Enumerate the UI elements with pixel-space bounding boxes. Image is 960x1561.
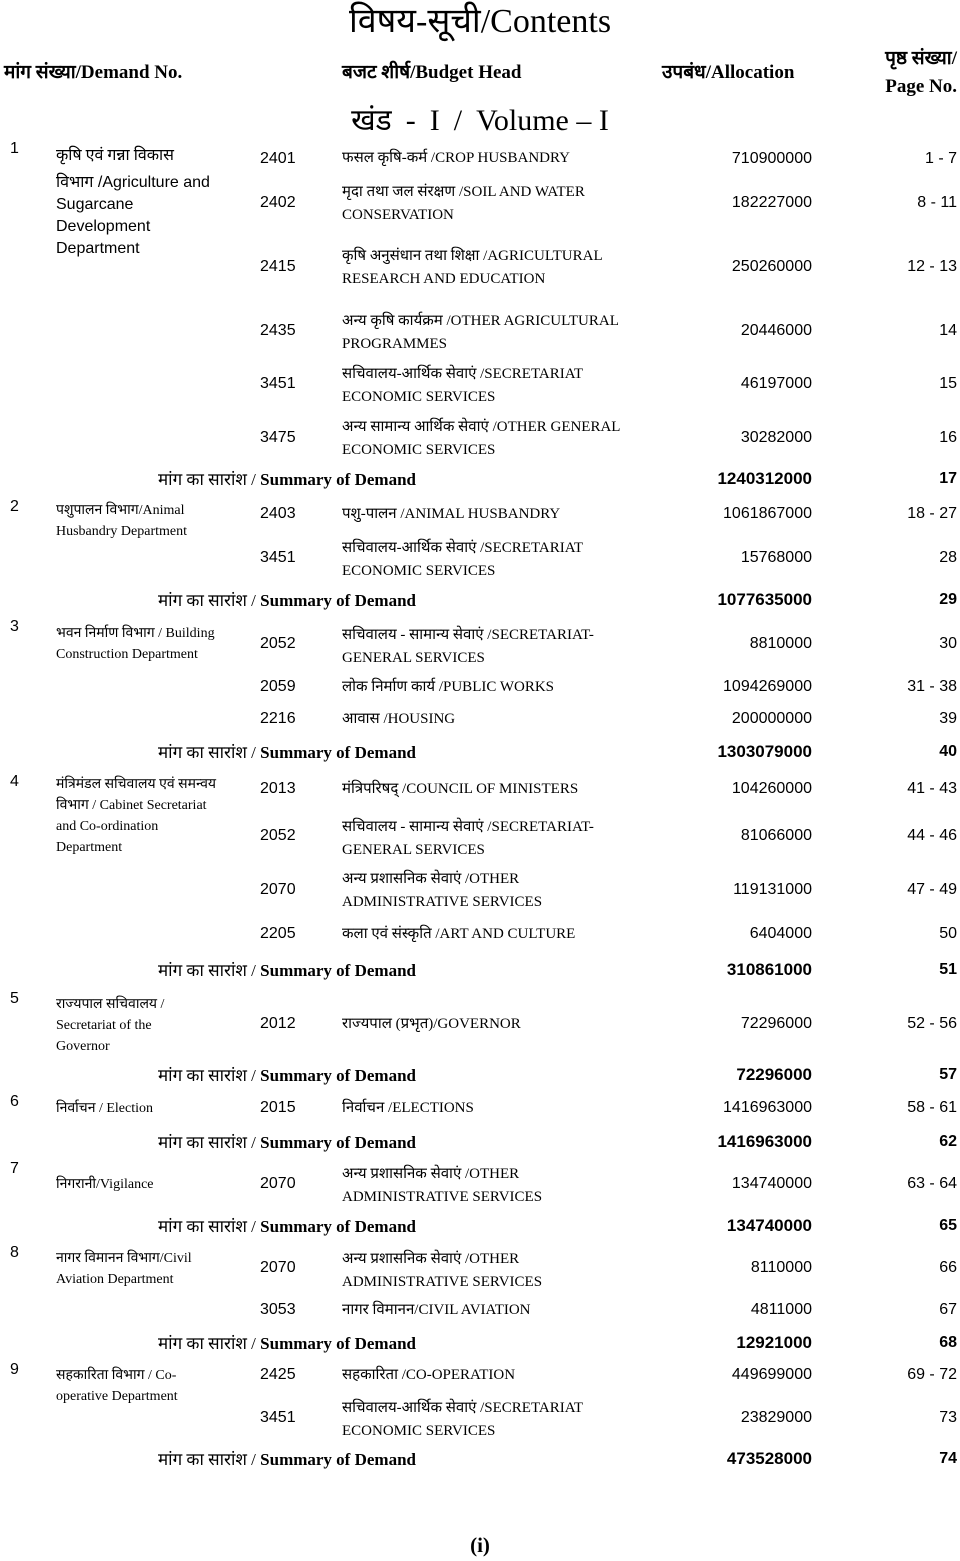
row-alloc: 182227000 <box>731 194 812 211</box>
row-page: 44 - 46 <box>907 827 957 844</box>
row-page: 28 <box>939 549 957 566</box>
row-alloc: 134740000 <box>731 1175 812 1192</box>
page-footer-number: (i) <box>470 1533 490 1557</box>
row-page: 58 - 61 <box>907 1099 957 1116</box>
row-page: 18 - 27 <box>907 505 957 522</box>
row-head: सचिवालय-आर्थिक सेवाएं /SECRETARIAT ECONOMIC SERVICES <box>342 366 583 405</box>
summary-label: मांग का सारांश / Summary of Demand <box>158 591 416 610</box>
row-page: 52 - 56 <box>907 1015 957 1032</box>
row-alloc: 46197000 <box>740 375 812 392</box>
summary-label: मांग का सारांश / Summary of Demand <box>158 961 416 980</box>
row-code: 2216 <box>260 710 296 727</box>
row-head: अन्य प्रशासनिक सेवाएं /OTHER ADMINISTRATIVE SERVICES <box>342 1251 543 1290</box>
row-code: 2401 <box>260 150 296 167</box>
row-page: 31 - 38 <box>907 678 957 695</box>
row-code: 2425 <box>260 1366 296 1383</box>
summary-alloc: 310861000 <box>726 960 812 979</box>
row-code: 2070 <box>260 1175 296 1192</box>
row-page: 12 - 13 <box>907 258 957 275</box>
summary-alloc: 1240312000 <box>717 469 812 488</box>
summary-page: 57 <box>939 1066 957 1083</box>
row-page: 47 - 49 <box>907 881 957 898</box>
summary-label: मांग का सारांश / Summary of Demand <box>158 1066 416 1085</box>
row-alloc: 81066000 <box>740 827 812 844</box>
demand-number: 1 <box>10 140 19 157</box>
row-code: 3451 <box>260 375 296 392</box>
header-demand-no: मांग संख्या/Demand No. <box>4 62 183 83</box>
row-code: 2403 <box>260 505 296 522</box>
summary-alloc: 134740000 <box>726 1216 812 1235</box>
row-alloc: 1416963000 <box>723 1099 812 1116</box>
demand-name: राज्यपाल सचिवालय / Secretariat of the Governor <box>56 997 165 1054</box>
row-alloc: 710900000 <box>731 150 812 167</box>
row-page: 67 <box>939 1301 957 1318</box>
row-head: मृदा तथा जल संरक्षण /SOIL AND WATER CONSERVATION <box>342 184 585 223</box>
summary-page: 29 <box>939 591 957 608</box>
summary-label: मांग का सारांश / Summary of Demand <box>158 470 416 489</box>
volume-roman: I <box>429 104 440 137</box>
row-page: 69 - 72 <box>907 1366 957 1383</box>
demand-number: 5 <box>10 990 19 1007</box>
volume-khand: खंड <box>351 104 392 137</box>
row-alloc: 30282000 <box>740 429 812 446</box>
row-page: 63 - 64 <box>907 1175 957 1192</box>
row-page: 41 - 43 <box>907 780 957 797</box>
row-head: सचिवालय - सामान्य सेवाएं /SECRETARIAT- GENERAL SERVICES <box>342 819 594 858</box>
row-head: पशु-पालन /ANIMAL HUSBANDRY <box>342 506 561 522</box>
row-code: 3053 <box>260 1301 296 1318</box>
summary-label: मांग का सारांश / Summary of Demand <box>158 1217 416 1236</box>
row-head: सचिवालय-आर्थिक सेवाएं /SECRETARIAT ECONOMIC SERVICES <box>342 1400 583 1439</box>
demand-number: 8 <box>10 1244 19 1261</box>
row-code: 2415 <box>260 258 296 275</box>
header-allocation: उपबंध/Allocation <box>662 62 795 83</box>
demand-name: सहकारिता विभाग / Co-operative Department <box>56 1368 178 1404</box>
demand-name: पशुपालन विभाग/Animal Husbandry Department <box>56 503 188 539</box>
row-head: अन्य प्रशासनिक सेवाएं /OTHER ADMINISTRATIVE SERVICES <box>342 1166 543 1205</box>
summary-page: 65 <box>939 1217 957 1234</box>
demand-number: 7 <box>10 1160 19 1177</box>
row-alloc: 119131000 <box>733 881 812 898</box>
row-code: 3451 <box>260 1409 296 1426</box>
demand-number: 4 <box>10 773 19 790</box>
summary-page: 68 <box>939 1334 957 1351</box>
row-alloc: 8810000 <box>749 635 812 652</box>
row-page: 14 <box>939 322 957 339</box>
row-head: मंत्रिपरिषद् /COUNCIL OF MINISTERS <box>342 781 579 797</box>
row-alloc: 1061867000 <box>723 505 812 522</box>
row-code: 2070 <box>260 881 296 898</box>
row-code: 3475 <box>260 429 296 446</box>
header-budget-head: बजट शीर्ष/Budget Head <box>342 62 522 83</box>
header-page-no-1: पृष्ठ संख्या/ <box>885 48 957 69</box>
volume-en: Volume – I <box>476 104 609 137</box>
demand-name: नागर विमानन विभाग/Civil Aviation Department <box>56 1251 192 1287</box>
row-head: सहकारिता /CO-OPERATION <box>342 1367 516 1383</box>
row-code: 2012 <box>260 1015 296 1032</box>
row-alloc: 250260000 <box>731 258 812 275</box>
row-head: लोक निर्माण कार्य /PUBLIC WORKS <box>342 679 554 695</box>
row-page: 50 <box>939 925 957 942</box>
row-page: 66 <box>939 1259 957 1276</box>
row-head: आवास /HOUSING <box>342 711 456 727</box>
row-head: कला एवं संस्कृति /ART AND CULTURE <box>342 926 576 942</box>
summary-alloc: 72296000 <box>736 1065 812 1084</box>
row-head: नागर विमानन/CIVIL AVIATION <box>342 1302 531 1318</box>
row-code: 2059 <box>260 678 296 695</box>
row-alloc: 72296000 <box>740 1015 812 1032</box>
demand-name: कृषि एवं गन्ना विकास <box>56 147 174 164</box>
row-code: 2013 <box>260 780 296 797</box>
demand-name: भवन निर्माण विभाग / Building Construction Department <box>56 626 215 662</box>
row-alloc: 449699000 <box>731 1366 812 1383</box>
row-head: कृषि अनुसंधान तथा शिक्षा /AGRICULTURAL RESEARCH AND EDUCATION <box>342 248 603 287</box>
row-code: 3451 <box>260 549 296 566</box>
page-title: विषय-सूची/Contents <box>348 3 612 40</box>
summary-alloc: 1077635000 <box>717 590 812 609</box>
row-head: निर्वाचन /ELECTIONS <box>342 1100 474 1116</box>
row-page: 39 <box>939 710 957 727</box>
summary-alloc: 473528000 <box>726 1449 812 1468</box>
row-page: 1 - 7 <box>924 150 957 167</box>
row-page: 73 <box>939 1409 957 1426</box>
summary-alloc: 1416963000 <box>717 1132 812 1151</box>
row-alloc: 20446000 <box>740 322 812 339</box>
row-page: 15 <box>939 375 957 392</box>
row-alloc: 8110000 <box>750 1259 812 1276</box>
row-page: 8 - 11 <box>917 194 957 211</box>
summary-page: 74 <box>939 1450 957 1467</box>
summary-page: 62 <box>939 1133 957 1150</box>
row-page: 30 <box>939 635 957 652</box>
volume-slash: / <box>453 104 463 137</box>
row-code: 2052 <box>260 635 296 652</box>
row-code: 2435 <box>260 322 296 339</box>
summary-label: मांग का सारांश / Summary of Demand <box>158 743 416 762</box>
demand-number: 2 <box>10 498 19 515</box>
volume-dash: - <box>405 104 416 137</box>
row-alloc: 1094269000 <box>723 678 812 695</box>
summary-page: 17 <box>939 470 957 487</box>
demand-name: निर्वाचन / Election <box>56 1101 154 1116</box>
demand-name: मंत्रिमंडल सचिवालय एवं समन्वय विभाग / Cabinet Secretariat and Co-ordination Department <box>56 777 217 855</box>
demand-name-cont: विभाग /Agriculture and Sugarcane Development Department <box>56 174 210 257</box>
row-head: सचिवालय - सामान्य सेवाएं /SECRETARIAT- GENERAL SERVICES <box>342 627 594 666</box>
row-head: सचिवालय-आर्थिक सेवाएं /SECRETARIAT ECONOMIC SERVICES <box>342 540 583 579</box>
row-alloc: 23829000 <box>740 1409 812 1426</box>
row-head: अन्य सामान्य आर्थिक सेवाएं /OTHER GENERAL ECONOMIC SERVICES <box>342 419 620 458</box>
row-alloc: 6404000 <box>749 925 812 942</box>
row-head: राज्यपाल (प्रभृत)/GOVERNOR <box>342 1016 521 1032</box>
row-code: 2070 <box>260 1259 296 1276</box>
header-page-no-2: Page No. <box>885 76 957 96</box>
row-alloc: 4811000 <box>750 1301 812 1318</box>
row-alloc: 15768000 <box>740 549 812 566</box>
summary-page: 40 <box>939 743 957 760</box>
row-head: फसल कृषि-कर्म /CROP HUSBANDRY <box>342 150 571 166</box>
demand-number: 6 <box>10 1093 19 1110</box>
volume-heading <box>0 98 960 139</box>
row-code: 2052 <box>260 827 296 844</box>
row-page: 16 <box>939 429 957 446</box>
row-alloc: 200000000 <box>731 710 812 727</box>
row-alloc: 104260000 <box>731 780 812 797</box>
summary-page: 51 <box>939 961 957 978</box>
summary-alloc: 1303079000 <box>717 742 812 761</box>
row-code: 2015 <box>260 1099 296 1116</box>
row-head: अन्य कृषि कार्यक्रम /OTHER AGRICULTURAL PROGRAMMES <box>342 313 619 352</box>
row-code: 2205 <box>260 925 296 942</box>
demand-number: 9 <box>10 1361 19 1378</box>
demand-name: निगरानी/Vigilance <box>56 1177 154 1192</box>
summary-label: मांग का सारांश / Summary of Demand <box>158 1450 416 1469</box>
row-code: 2402 <box>260 194 296 211</box>
demand-number: 3 <box>10 618 19 635</box>
summary-label: मांग का सारांश / Summary of Demand <box>158 1334 416 1353</box>
row-head: अन्य प्रशासनिक सेवाएं /OTHER ADMINISTRATIVE SERVICES <box>342 871 543 910</box>
summary-label: मांग का सारांश / Summary of Demand <box>158 1133 416 1152</box>
summary-alloc: 12921000 <box>736 1333 812 1352</box>
